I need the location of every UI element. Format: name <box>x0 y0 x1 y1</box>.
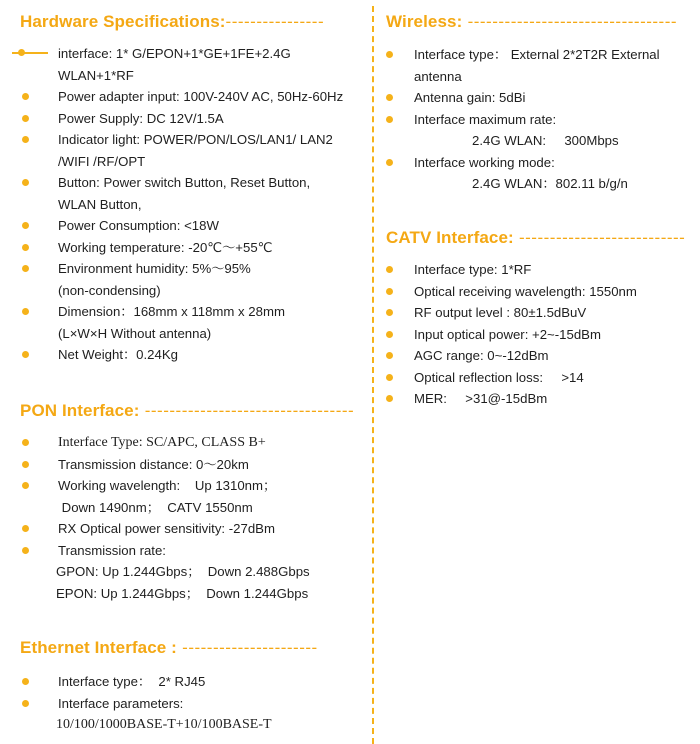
bullet-icon <box>22 439 29 446</box>
list-item <box>380 388 637 410</box>
list-item <box>380 109 660 152</box>
spec-line: antenna <box>414 68 462 84</box>
list-item <box>380 152 660 195</box>
list-item <box>20 714 272 736</box>
list-item <box>380 87 660 109</box>
spec-line: Dimension：168mm x 118mm x 28mm <box>58 304 285 319</box>
catv-title-text: CATV Interface: <box>386 228 514 247</box>
bullet-icon <box>22 179 29 186</box>
spec-line: Antenna gain: 5dBi <box>414 90 526 105</box>
pon-spec-list <box>20 432 310 604</box>
pon-section-title <box>20 401 354 421</box>
spec-line: AGC range: 0~-12dBm <box>414 348 549 363</box>
list-item <box>20 561 310 604</box>
bullet-icon <box>22 244 29 251</box>
spec-line: Interface parameters: <box>58 695 184 711</box>
spec-line: 2.4G WLAN：802.11 b/g/n <box>472 176 628 191</box>
list-item <box>20 129 343 172</box>
spec-line: Optical receiving wavelength: 1550nm <box>414 283 637 299</box>
list-item <box>20 172 343 215</box>
list-item <box>380 302 637 324</box>
bullet-icon <box>22 265 29 272</box>
list-item <box>20 475 310 518</box>
spec-line: Optical reflection loss: >14 <box>414 369 584 385</box>
list-item <box>20 301 343 344</box>
spec-line: Transmission distance: 0～20km <box>58 456 249 472</box>
spec-line: 2.4G WLAN: 300Mbps <box>472 133 619 148</box>
bullet-icon <box>386 309 393 316</box>
bullet-icon <box>386 159 393 166</box>
spec-line: Power Supply: DC 12V/1.5A <box>58 110 224 126</box>
bullet-icon <box>386 352 393 359</box>
spec-line: Net Weight：0.24Kg <box>58 347 178 362</box>
bullet-icon <box>386 51 393 58</box>
wireless-title-text: Wireless: <box>386 12 463 31</box>
pon-title-text: PON Interface: <box>20 401 140 420</box>
spec-line: Power Consumption: <18W <box>58 218 219 233</box>
catv-title-dashes: --------------------------- <box>513 228 686 247</box>
bullet-icon <box>22 482 29 489</box>
list-item <box>20 258 343 301</box>
list-item <box>20 454 310 476</box>
bullet-icon <box>22 222 29 229</box>
bullet-icon <box>22 115 29 122</box>
list-item <box>380 324 637 346</box>
spec-line: interface: 1* G/EPON+1*GE+1FE+2.4G <box>58 46 291 61</box>
bullet-icon <box>22 351 29 358</box>
bullet-icon <box>22 547 29 554</box>
pon-title-dashes: ---------------------------------- <box>139 401 355 420</box>
spec-line: Working wavelength: Up 1310nm； <box>58 478 277 493</box>
spec-line: Button: Power switch Button, Reset Button, <box>58 175 311 190</box>
list-item <box>20 108 343 130</box>
bullet-icon <box>22 136 29 143</box>
hardware-title-text: Hardware Specifications: <box>20 12 226 31</box>
bullet-icon <box>22 700 29 707</box>
list-item <box>20 43 343 86</box>
bullet-icon <box>386 395 393 402</box>
spec-line: (L×W×H Without antenna) <box>58 325 212 341</box>
bullet-icon <box>386 116 393 123</box>
bullet-icon <box>386 374 393 381</box>
ethernet-title-text: Ethernet Interface : <box>20 638 177 657</box>
spec-line: MER: >31@-15dBm <box>414 391 548 406</box>
spec-line: Interface working mode: <box>414 154 555 170</box>
list-item <box>20 86 343 108</box>
spec-line: Transmission rate: <box>58 542 166 558</box>
bullet-icon <box>386 94 393 101</box>
spec-line: (non-condensing) <box>58 282 161 298</box>
spec-line: Environment humidity: 5%～95% <box>58 261 251 276</box>
hardware-section-title <box>20 12 324 32</box>
spec-line: Working temperature: -20℃～+55℃ <box>58 239 273 255</box>
hardware-spec-list <box>20 43 343 366</box>
ethernet-section-title <box>20 638 318 658</box>
bullet-icon <box>22 93 29 100</box>
spec-line: Interface maximum rate: <box>414 111 557 127</box>
spec-line: Indicator light: POWER/PON/LOS/LAN1/ LAN2 <box>58 132 333 147</box>
bullet-icon <box>386 331 393 338</box>
spec-line: Down 1490nm； CATV 1550nm <box>58 499 253 515</box>
bullet-icon <box>12 52 48 54</box>
column-divider <box>372 6 374 744</box>
spec-line: Interface type： External 2*2T2R External <box>414 47 660 62</box>
ethernet-params: 10/100/1000BASE-T+10/100BASE-T <box>56 717 272 732</box>
spec-line: Interface Type: SC/APC, CLASS B+ <box>58 435 266 450</box>
spec-line: WLAN+1*RF <box>58 67 134 83</box>
bullet-icon <box>386 288 393 295</box>
ethernet-title-dashes: ---------------------- <box>176 638 318 657</box>
bullet-icon <box>386 266 393 273</box>
gpon-rate: GPON: Up 1.244Gbps； Down 2.488Gbps <box>56 564 310 579</box>
spec-line: RF output level : 80±1.5dBuV <box>414 305 587 320</box>
catv-spec-list <box>380 259 637 410</box>
spec-line: RX Optical power sensitivity: -27dBm <box>58 521 275 536</box>
bullet-icon <box>22 678 29 685</box>
catv-section-title <box>386 228 685 248</box>
spec-line: Power adapter input: 100V-240V AC, 50Hz-60Hz <box>58 89 344 104</box>
ethernet-spec-list <box>20 671 272 736</box>
list-item <box>20 344 343 366</box>
spec-line: WLAN Button, <box>58 196 142 212</box>
list-item <box>20 432 310 454</box>
wireless-section-title <box>386 12 677 32</box>
list-item <box>20 693 272 715</box>
spec-line: /WIFI /RF/OPT <box>58 153 146 169</box>
bullet-icon <box>22 525 29 532</box>
list-item <box>20 237 343 259</box>
list-item <box>380 367 637 389</box>
list-item <box>380 259 637 281</box>
bullet-icon <box>22 308 29 315</box>
spec-line: Interface type： 2* RJ45 <box>58 674 206 689</box>
list-item <box>20 215 343 237</box>
list-item <box>380 281 637 303</box>
list-item <box>380 44 660 87</box>
wireless-title-dashes: ---------------------------------- <box>462 12 678 31</box>
epon-rate: EPON: Up 1.244Gbps； Down 1.244Gbps <box>56 585 309 601</box>
list-item <box>380 345 637 367</box>
spec-line: Interface type: 1*RF <box>414 262 532 277</box>
hardware-title-dashes: ---------------- <box>225 12 325 31</box>
list-item <box>20 540 310 562</box>
list-item <box>20 671 272 693</box>
wireless-spec-list <box>380 44 660 195</box>
list-item <box>20 518 310 540</box>
bullet-icon <box>22 461 29 468</box>
spec-line: Input optical power: +2~-15dBm <box>414 326 601 342</box>
